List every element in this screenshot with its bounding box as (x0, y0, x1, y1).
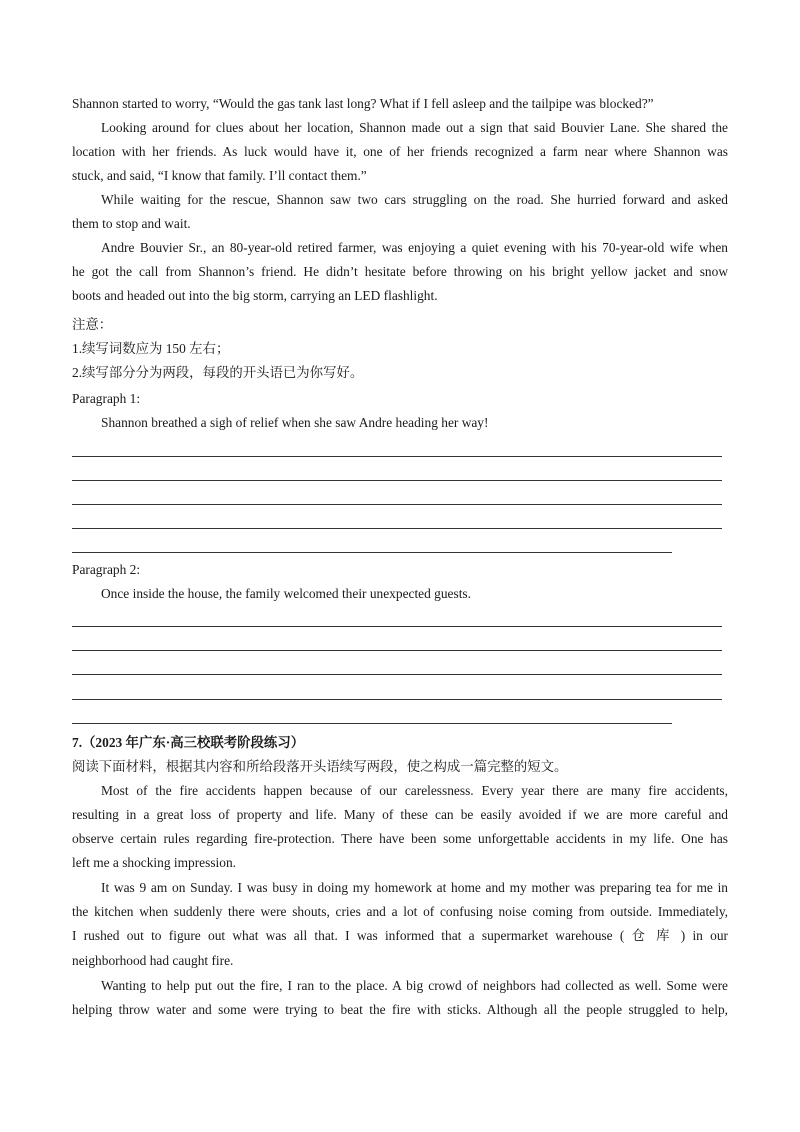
passage-line: Most of the fire accidents happen because of our carelessness. Every year there are many fire accidents, (101, 783, 728, 798)
writing-line (72, 626, 722, 627)
writing-line (72, 674, 722, 675)
notes-item: 1.续写词数应为 150 左右； (72, 341, 230, 356)
writing-line (72, 650, 722, 651)
story-line: them to stop and wait. (72, 216, 191, 231)
passage-line: I rushed out to figure out what was all that. I was informed that a supermarket warehouse ( 仓 库 ) in our (72, 928, 728, 943)
paragraph1-section (72, 387, 728, 435)
question-instruction: 阅读下面材料，根据其内容和所给段落开头语续写两段，使之构成一篇完整的短文。 (72, 759, 568, 774)
question-title: 7.（2023 年广东·高三校联考阶段练习） (72, 735, 305, 750)
paragraph2-section (72, 558, 728, 606)
writing-line (72, 552, 672, 553)
passage-line: helping throw water and some were trying to beat the fire with sticks. Although all the people struggled to help, (72, 1002, 728, 1017)
writing-line (72, 504, 722, 505)
passage-line: the kitchen when suddenly there were shouts, cries and a lot of confusing noise coming from outside. Immediately, (72, 904, 728, 919)
story-line: Shannon started to worry, “Would the gas tank last long? What if I fell asleep and the tailpipe was blocked?” (72, 96, 654, 111)
paragraph1-label: Paragraph 1: (72, 391, 141, 406)
story-continuation (72, 92, 728, 312)
notes-heading: 注意： (72, 317, 113, 332)
story-line: boots and headed out into the big storm, carrying an LED flashlight. (72, 288, 438, 303)
notes-section (72, 313, 728, 385)
story-line: Andre Bouvier Sr., an 80-year-old retired farmer, was enjoying a quiet evening with his 70-year-old wife when (101, 240, 728, 255)
writing-line (72, 699, 722, 700)
passage-line: resulting in a great loss of property and life. Many of these can be easily avoided if we are more careful and (72, 807, 728, 822)
writing-line (72, 456, 722, 457)
story-line: stuck, and said, “I know that family. I’ll contact them.” (72, 168, 367, 183)
passage-line: Wanting to help put out the fire, I ran to the place. A big crowd of neighbors had collected as well. Some were (101, 978, 728, 993)
passage-line: neighborhood had caught fire. (72, 953, 234, 968)
writing-line (72, 528, 722, 529)
story-line: he got the call from Shannon’s friend. He didn’t hesitate before throwing on his bright yellow jacket and snow (72, 264, 728, 279)
writing-line (72, 480, 722, 481)
paragraph1-opening: Shannon breathed a sigh of relief when she saw Andre heading her way! (101, 415, 489, 430)
story-line: Looking around for clues about her location, Shannon made out a sign that said Bouvier Lane. She shared the (101, 120, 728, 135)
paragraph2-label: Paragraph 2: (72, 562, 141, 577)
writing-line (72, 723, 672, 724)
notes-item: 2.续写部分分为两段，每段的开头语已为你写好。 (72, 365, 364, 380)
passage-line: left me a shocking impression. (72, 855, 237, 870)
story-line: While waiting for the rescue, Shannon saw two cars struggling on the road. She hurried forward and asked (101, 192, 728, 207)
passage-line: observe certain rules regarding fire-protection. There have been some unforgettable accidents in my life. One has (72, 831, 728, 846)
passage-line: It was 9 am on Sunday. I was busy in doing my homework at home and my mother was preparing tea for me in (101, 880, 728, 895)
paragraph2-opening: Once inside the house, the family welcomed their unexpected guests. (101, 586, 471, 601)
story-line: location with her friends. As luck would have it, one of her friends recognized a farm near where Shannon was (72, 144, 728, 159)
question-7 (72, 731, 728, 1021)
